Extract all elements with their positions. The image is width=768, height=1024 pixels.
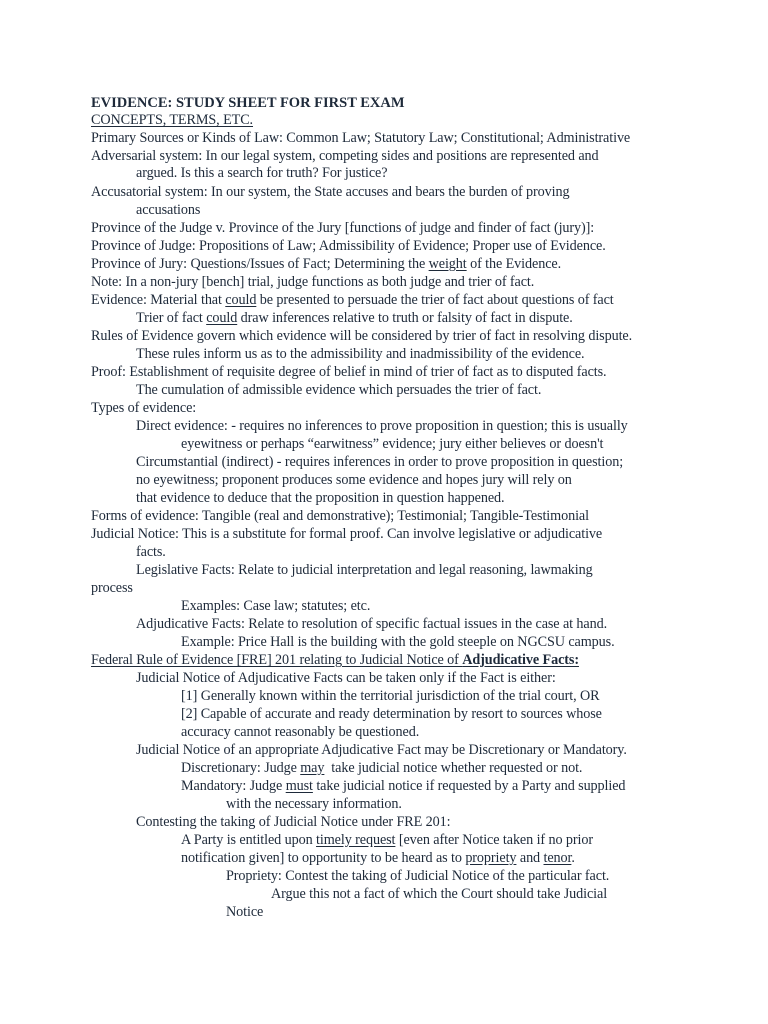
text-line: process <box>91 580 133 596</box>
text-run: Evidence: Material that <box>91 292 226 308</box>
text-run: be presented to persuade the trier of fact about questions of fact <box>256 292 614 308</box>
text-line: Argue this not a fact of which the Court should take Judicial <box>271 886 608 902</box>
text-line: Examples: Case law; statutes; etc. <box>181 598 371 614</box>
bold-term: Adjudicative Facts: <box>462 652 579 668</box>
text-line: Proof: Establishment of requisite degree of belief in mind of trier of fact as to disputed facts. <box>91 364 607 380</box>
text-line: Rules of Evidence govern which evidence will be considered by trier of fact in resolving dispute. <box>91 328 633 344</box>
underlined-term: could <box>225 292 257 308</box>
text-run: Province of Jury: Questions/Issues of Fact; Determining the <box>91 256 429 272</box>
text-line <box>181 849 575 867</box>
text-line: argued. Is this a search for truth? For justice? <box>136 165 388 181</box>
underlined-term: tenor <box>543 850 572 866</box>
text-line: eyewitness or perhaps “earwitness” evidence; jury either believes or doesn't <box>181 436 604 452</box>
text-line: Province of the Judge v. Province of the Jury [functions of judge and finder of fact (jury)]: <box>91 220 595 236</box>
text-line: Forms of evidence: Tangible (real and demonstrative); Testimonial; Tangible-Testimonial <box>91 508 589 524</box>
text-run: Trier of fact <box>136 310 207 326</box>
text-line: Judicial Notice of Adjudicative Facts can be taken only if the Fact is either: <box>136 670 556 686</box>
text-run: Discretionary: Judge <box>181 760 301 776</box>
text-line <box>181 777 625 795</box>
text-line: accuracy cannot reasonably be questioned. <box>181 724 420 740</box>
underlined-term: propriety <box>465 850 517 866</box>
text-line: [1] Generally known within the territorial jurisdiction of the trial court, OR <box>181 688 600 704</box>
text-line: Contesting the taking of Judicial Notice under FRE 201: <box>136 814 451 830</box>
text-run: of the Evidence. <box>466 256 562 272</box>
text-line: no eyewitness; proponent produces some evidence and hopes jury will rely on <box>136 472 572 488</box>
text-line: accusations <box>136 202 201 218</box>
section-heading-fre-201 <box>91 651 579 669</box>
text-line: Notice <box>226 904 264 920</box>
text-run: Mandatory: Judge <box>181 778 286 794</box>
text-run: . <box>571 850 575 866</box>
text-line: Circumstantial (indirect) - requires inferences in order to prove proposition in question; <box>136 454 624 470</box>
text-line: Note: In a non-jury [bench] trial, judge functions as both judge and trier of fact. <box>91 274 535 290</box>
text-line: Primary Sources or Kinds of Law: Common Law; Statutory Law; Constitutional; Administrative <box>91 130 631 146</box>
text-line: Direct evidence: - requires no inferences to prove proposition in question; this is usually <box>136 418 628 434</box>
underlined-term: may <box>300 760 325 776</box>
text-line: that evidence to deduce that the proposition in question happened. <box>136 490 505 506</box>
text-line: Judicial Notice: This is a substitute for formal proof. Can involve legislative or adjudicative <box>91 526 603 542</box>
underlined-term: must <box>285 778 313 794</box>
text-line: Judicial Notice of an appropriate Adjudicative Fact may be Discretionary or Mandatory. <box>136 742 627 758</box>
text-line <box>181 759 582 777</box>
section-heading: CONCEPTS, TERMS, ETC. <box>91 112 254 128</box>
text-line <box>91 291 614 309</box>
text-line: Accusatorial system: In our system, the State accuses and bears the burden of proving <box>91 184 570 200</box>
underlined-term: could <box>206 310 238 326</box>
text-line: These rules inform us as to the admissibility and inadmissibility of the evidence. <box>136 346 585 362</box>
text-run: take judicial notice whether requested or not. <box>324 760 583 776</box>
text-run: [even after Notice taken if no prior <box>395 832 593 848</box>
text-line: Types of evidence: <box>91 400 197 416</box>
text-run: notification given] to opportunity to be heard as to <box>181 850 466 866</box>
underlined-term: timely request <box>316 832 396 848</box>
text-run: and <box>516 850 544 866</box>
text-line: Adjudicative Facts: Relate to resolution of specific factual issues in the case at hand. <box>136 616 608 632</box>
text-line: Legislative Facts: Relate to judicial interpretation and legal reasoning, lawmaking <box>136 562 593 578</box>
document-title: EVIDENCE: STUDY SHEET FOR FIRST EXAM <box>91 95 405 111</box>
text-line: [2] Capable of accurate and ready determination by resort to sources whose <box>181 706 602 722</box>
text-run: take judicial notice if requested by a Party and supplied <box>312 778 626 794</box>
text-run: A Party is entitled upon <box>181 832 317 848</box>
text-run: draw inferences relative to truth or falsity of fact in dispute. <box>237 310 573 326</box>
text-line: Adversarial system: In our legal system, competing sides and positions are represented and <box>91 148 599 164</box>
text-line: The cumulation of admissible evidence which persuades the trier of fact. <box>136 382 542 398</box>
text-line: with the necessary information. <box>226 796 402 812</box>
text-run: Federal Rule of Evidence [FRE] 201 relating to Judicial Notice of <box>91 652 463 668</box>
text-line: Example: Price Hall is the building with the gold steeple on NGCSU campus. <box>181 634 615 650</box>
text-line: Propriety: Contest the taking of Judicial Notice of the particular fact. <box>226 868 610 884</box>
underlined-term: weight <box>428 256 467 272</box>
text-line <box>136 309 573 327</box>
text-line: facts. <box>136 544 166 560</box>
text-line <box>181 831 593 849</box>
text-line: Province of Judge: Propositions of Law; Admissibility of Evidence; Proper use of Evidence. <box>91 238 606 254</box>
text-line <box>91 255 561 273</box>
